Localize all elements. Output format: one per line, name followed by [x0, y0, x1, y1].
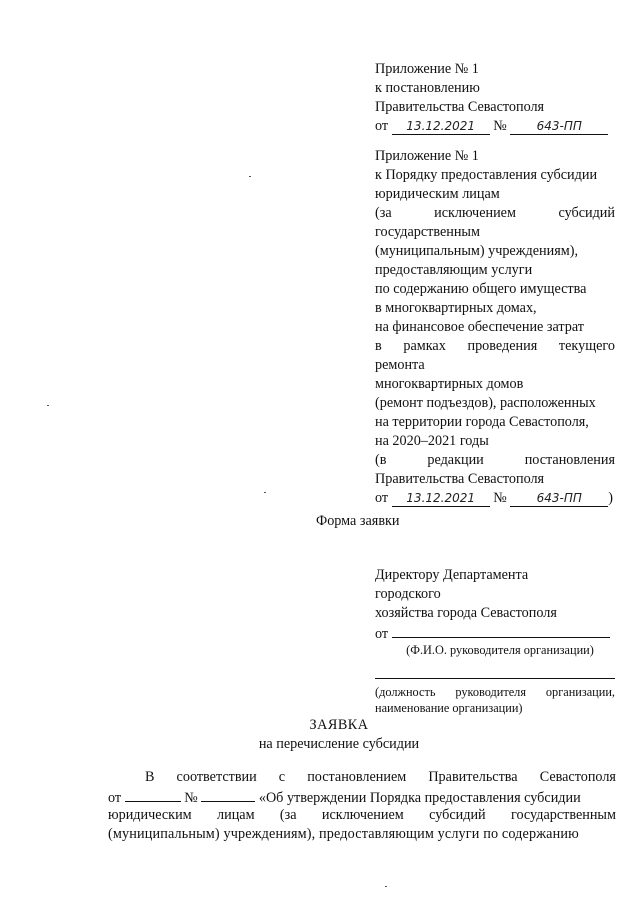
position-blank: [375, 668, 615, 679]
handwritten-date: 13.12.2021: [392, 118, 490, 135]
appendix-line: Правительства Севастополя: [375, 99, 545, 115]
word: (за: [375, 205, 392, 221]
appendix-line: предоставляющим услуги: [375, 262, 533, 278]
appendix-procedure-header: [375, 147, 615, 508]
word: юридическим: [108, 807, 192, 823]
word: исключением: [321, 807, 404, 823]
appendix-line: юридическим лицам: [375, 186, 500, 202]
appendix-line: [375, 451, 615, 470]
resolution-date-number: [375, 489, 615, 508]
resolution-title: «Об утверждении Порядка предоставления субсидии: [258, 790, 581, 806]
body-line: [108, 806, 616, 825]
appendix-line: (ремонт подъездов), расположенных: [375, 395, 596, 411]
handwritten-number: 643-ПП: [510, 490, 608, 507]
appendix-line: [375, 337, 615, 356]
appendix-line: государственным: [375, 224, 480, 240]
resolution-number-blank: [201, 787, 255, 802]
position-caption: [375, 684, 615, 716]
word: исключением: [434, 205, 516, 221]
word: В: [145, 769, 155, 785]
appendix-line: к Порядку предоставления субсидии: [375, 167, 598, 183]
word: субсидий: [429, 807, 486, 823]
handwritten-date: 13.12.2021: [392, 490, 490, 507]
scan-speck: [264, 492, 266, 493]
applicant-name-blank: [392, 623, 610, 638]
word: проведения: [467, 338, 538, 354]
form-title: Форма заявки: [316, 513, 400, 529]
addressee-block: [375, 566, 615, 716]
caption-line: [375, 684, 615, 700]
word: с: [278, 769, 286, 785]
number-label: №: [493, 490, 507, 506]
word: Правительства: [428, 769, 518, 785]
request-title: ЗАЯВКА: [309, 717, 369, 733]
appendix-line: на территории города Севастополя,: [375, 414, 589, 430]
word: лицам: [217, 807, 255, 823]
appendix-line: ремонта: [375, 357, 425, 373]
word: постановления: [524, 452, 615, 468]
appendix-line: по содержанию общего имущества: [375, 281, 587, 297]
word: Севастополя: [539, 769, 616, 785]
word: государственным: [511, 807, 616, 823]
word: постановлением: [307, 769, 407, 785]
word: (должность: [375, 685, 436, 699]
word: организации,: [545, 685, 615, 699]
from-label: от: [108, 790, 122, 806]
appendix-line: к постановлению: [375, 80, 480, 96]
word: рамках: [403, 338, 446, 354]
word: субсидий: [558, 205, 615, 221]
applicant-name-line: [375, 623, 615, 642]
appendix-line: на 2020–2021 годы: [375, 433, 489, 449]
scan-speck: [47, 405, 49, 406]
word: (за: [279, 807, 297, 823]
addressee-line: Директору Департамента: [375, 567, 529, 583]
appendix-line: [375, 204, 615, 223]
request-heading: [0, 716, 640, 754]
scan-speck: [385, 886, 387, 887]
resolution-date-number: [375, 117, 615, 136]
number-label: №: [184, 790, 198, 806]
scan-speck: [249, 176, 251, 177]
appendix-line: в многоквартирных домах,: [375, 300, 537, 316]
body-line: (муниципальным) учреждениям), предоставляющим услуги по содержанию: [108, 826, 579, 842]
handwritten-number: 643-ПП: [510, 118, 608, 135]
appendix-line: многоквартирных домов: [375, 376, 524, 392]
appendix-title: Приложение № 1: [375, 148, 479, 164]
word: в: [375, 338, 382, 354]
word: текущего: [558, 338, 615, 354]
body-line: [108, 787, 616, 806]
from-label: от: [375, 490, 389, 506]
addressee-line: хозяйства города Севастополя: [375, 605, 557, 621]
name-caption: (Ф.И.О. руководителя организации): [406, 643, 594, 657]
resolution-date-blank: [125, 787, 181, 802]
appendix-1-header: [375, 60, 615, 136]
from-label: от: [375, 626, 389, 642]
appendix-title: Приложение № 1: [375, 61, 479, 77]
number-label: №: [493, 118, 507, 134]
appendix-line: на финансовое обеспечение затрат: [375, 319, 585, 335]
word: соответствии: [176, 769, 257, 785]
addressee-line: городского: [375, 586, 441, 602]
appendix-line: (муниципальным) учреждениям),: [375, 243, 579, 259]
word: редакции: [427, 452, 484, 468]
body-line: [108, 768, 616, 787]
closing-paren: ): [608, 490, 614, 506]
word: руководителя: [455, 685, 526, 699]
word: (в: [375, 452, 387, 468]
caption-line: наименование организации): [375, 701, 523, 715]
request-subtitle: на перечисление субсидии: [258, 736, 420, 752]
request-body: [108, 768, 616, 844]
from-label: от: [375, 118, 389, 134]
appendix-line: Правительства Севастополя: [375, 471, 545, 487]
